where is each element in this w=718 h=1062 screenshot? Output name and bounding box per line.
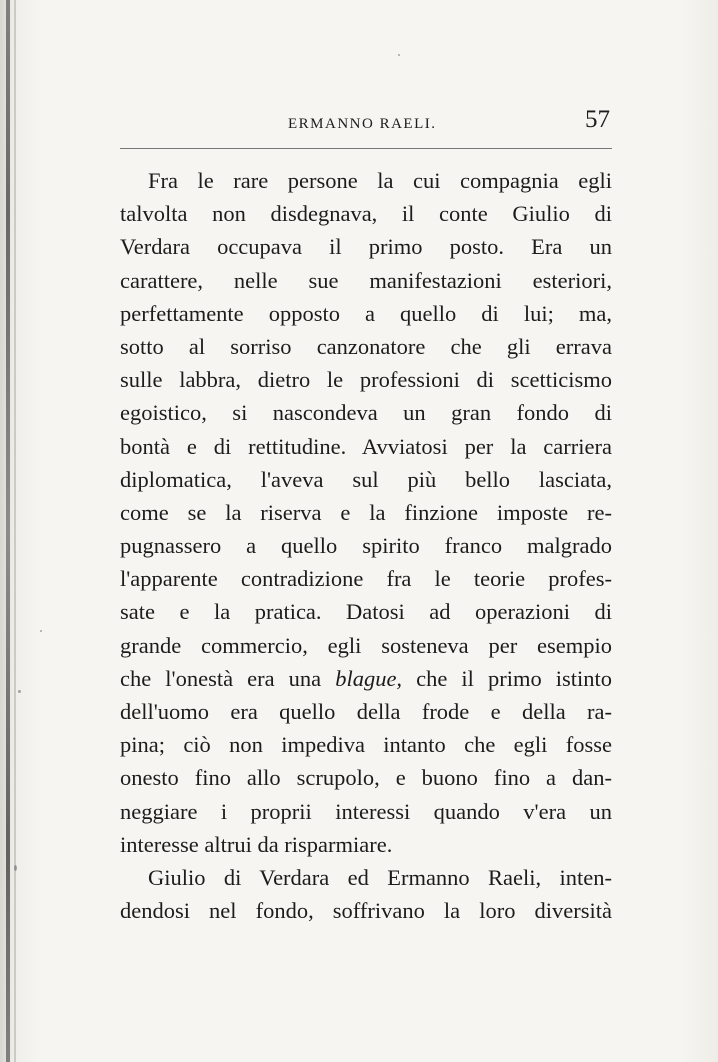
italic-word: blague, — [335, 665, 403, 691]
text-line: carattere, nelle sue manifestazioni esteriori, — [120, 267, 612, 293]
text-line: l'apparente contradizione fra le teorie profes- — [120, 566, 612, 592]
paper-speck — [14, 865, 17, 871]
text-line-with-italic — [120, 662, 612, 695]
header-rule — [120, 148, 612, 149]
text-line: talvolta non disdegnava, il conte Giulio di — [120, 201, 612, 227]
text-line: grande commercio, egli sosteneva per esempio — [120, 632, 612, 658]
text-line: sulle labbra, dietro le professioni di scetticismo — [120, 367, 612, 393]
page-header — [120, 106, 610, 140]
text-line: sate e la pratica. Datosi ad operazioni di — [120, 599, 612, 625]
page-number: 57 — [585, 106, 610, 133]
text-line: bontà e di rettitudine. Avviatosi per la carriera — [120, 433, 612, 459]
text-line: dendosi nel fondo, soffrivano la loro diversità — [120, 898, 612, 924]
text-line: pina; ciò non impediva intanto che egli fosse — [120, 732, 612, 758]
text-line: interesse altrui da risparmiare. — [120, 831, 393, 857]
text-line: onesto fino allo scrupolo, e buono fino a dan- — [120, 765, 612, 791]
running-title: ERMANNO RAELI. — [288, 116, 437, 132]
text-line: Verdara occupava il primo posto. Era un — [120, 234, 612, 260]
paper-speck — [18, 690, 21, 693]
text-line: neggiare i proprii interessi quando v'era un — [120, 798, 612, 824]
text-line: Giulio di Verdara ed Ermanno Raeli, inten- — [148, 864, 612, 890]
text-line: come se la riserva e la finzione imposte re- — [120, 499, 612, 525]
paper-speck — [398, 54, 400, 56]
page-binding-shadow — [14, 0, 16, 1062]
text-line: sotto al sorriso canzonatore che gli errava — [120, 333, 612, 359]
page-binding-edge — [6, 0, 10, 1062]
body-text — [120, 164, 612, 927]
text-line: dell'uomo era quello della frode e della ra- — [120, 699, 612, 724]
text-line: diplomatica, l'aveva sul più bello lasciata, — [120, 466, 612, 492]
text-segment: che l'onestà era una — [120, 665, 322, 691]
paper-speck — [40, 630, 42, 632]
text-line: pugnassero a quello spirito franco malgrado — [120, 533, 612, 559]
text-line: perfettamente opposto a quello di lui; ma, — [120, 300, 612, 326]
text-segment: che il primo istinto — [416, 665, 613, 691]
text-line: Fra le rare persone la cui compagnia egli — [148, 168, 612, 193]
text-line: egoistico, si nascondeva un gran fondo di — [120, 400, 612, 426]
